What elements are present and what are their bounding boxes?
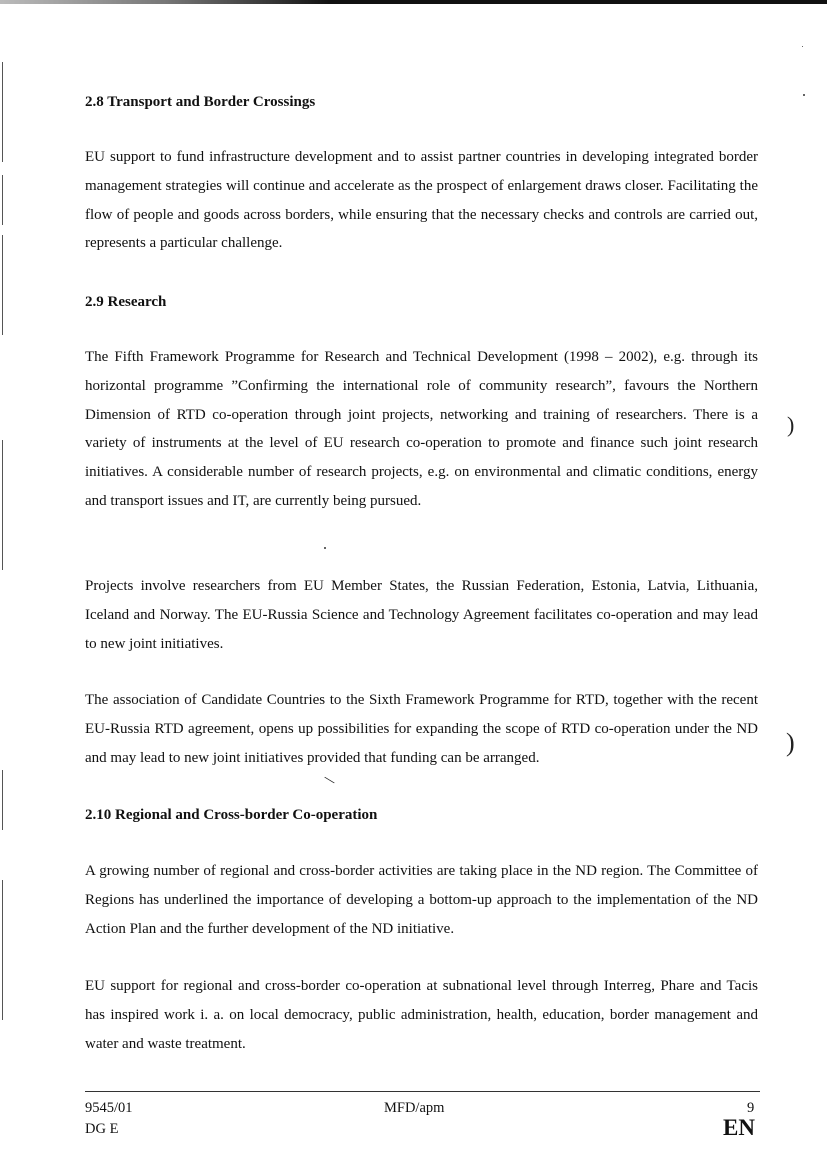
scan-margin-line	[2, 235, 3, 335]
scan-bracket-mark: )	[786, 728, 795, 757]
footer-page-number: 9	[747, 1100, 755, 1116]
scan-margin-line	[2, 175, 3, 225]
footer-language-code: EN	[723, 1115, 755, 1140]
scan-margin-line	[2, 770, 3, 830]
top-border-rule	[0, 0, 827, 4]
footer-rule	[85, 1091, 760, 1092]
scan-stroke-mark: \	[322, 772, 338, 789]
scan-margin-line	[2, 880, 3, 1020]
scan-margin-line	[2, 62, 3, 162]
paragraph: EU support to fund infrastructure development and to assist partner countries in developing integrated border management strategies will continue and accelerate as the prospect of enlargement draws closer. Facilitating the flow of people and goods across borders, while ensuring that the necessary checks and controls are carried out, represents a particular challenge.	[85, 149, 758, 252]
paragraph: Projects involve researchers from EU Member States, the Russian Federation, Estonia, Latvia, Lithuania, Iceland and Norway. The EU-Russia Science and Technology Agreement facilitates co-operation and may lead to new joint initiatives.	[85, 578, 758, 652]
scan-bracket-mark: )	[787, 412, 795, 437]
footer-reference: MFD/apm	[384, 1100, 445, 1116]
scan-margin-line	[2, 440, 3, 570]
paragraph: The association of Candidate Countries to the Sixth Framework Programme for RTD, together with the recent EU-Russia RTD agreement, opens up possibilities for expanding the scope of RTD co-operation under the ND and may lead to new joint initiatives provided that funding can be arranged.	[85, 692, 758, 766]
paragraph: EU support for regional and cross-border co-operation at subnational level through Interreg, Phare and Tacis has inspired work i. a. on local democracy, public administration, health, education, border management and water and waste treatment.	[85, 978, 758, 1052]
scan-speck	[324, 547, 326, 549]
scan-speck	[802, 46, 803, 47]
section-heading: 2.10 Regional and Cross-border Co-operation	[85, 807, 378, 823]
footer-doc-number: 9545/01	[85, 1100, 133, 1116]
paragraph: A growing number of regional and cross-border activities are taking place in the ND region. The Committee of Regions has underlined the importance of developing a bottom-up approach to the implementation of the ND Action Plan and the further development of the ND initiative.	[85, 863, 758, 937]
scan-speck	[803, 94, 805, 96]
footer-directorate: DG E	[85, 1121, 119, 1137]
section-heading: 2.9 Research	[85, 294, 167, 310]
section-heading: 2.8 Transport and Border Crossings	[85, 94, 316, 110]
paragraph: The Fifth Framework Programme for Research and Technical Development (1998 – 2002), e.g. through its horizontal programme ”Confirming the international role of community research”, favours the Northern Dimension of RTD co-operation through joint projects, networking and training of researchers. There is a variety of instruments at the level of EU research co-operation to promote and finance such joint research initiatives. A considerable number of research projects, e.g. on environmental and climatic conditions, energy and transport issues and IT, are currently being pursued.	[85, 349, 758, 509]
